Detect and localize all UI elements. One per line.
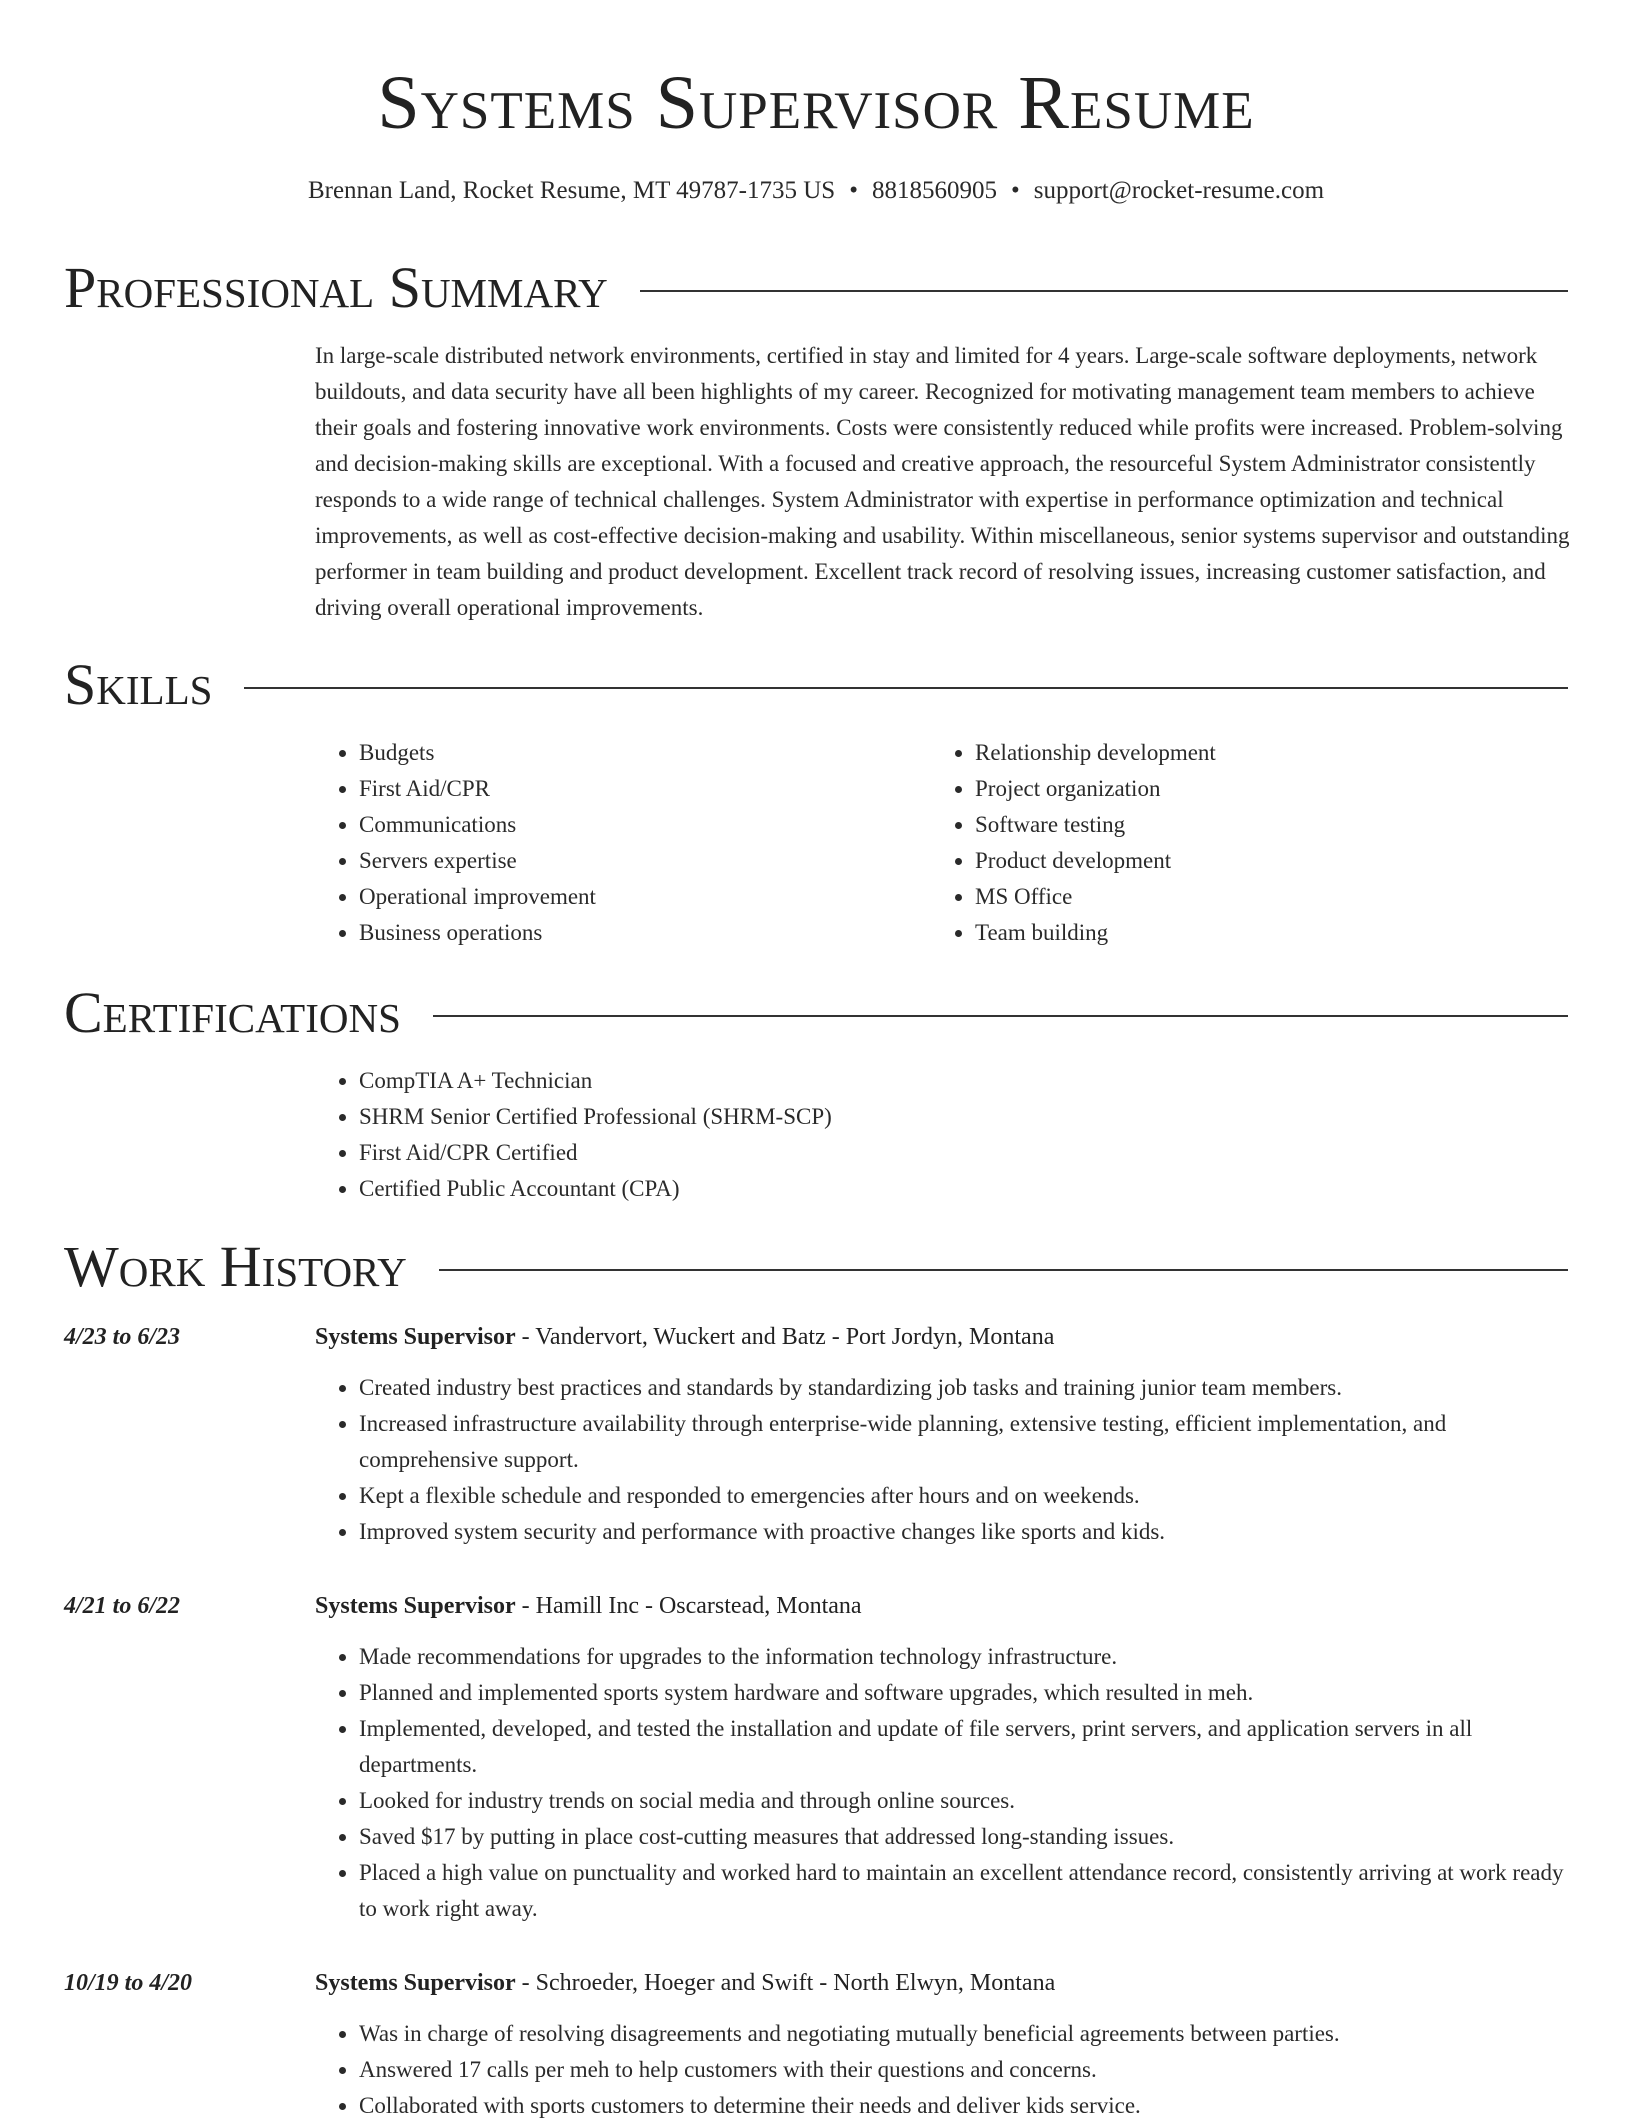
skill-item: • Communications	[359, 807, 915, 843]
section-divider	[439, 1269, 1568, 1271]
job-bullet: • Looked for industry trends on social media and through online sources.	[359, 1783, 1568, 1819]
job-bullet: • Collaborated with sports customers to determine their needs and deliver kids service.	[359, 2088, 1568, 2124]
certification-item: • First Aid/CPR Certified	[359, 1135, 832, 1171]
section-divider	[433, 1015, 1568, 1017]
job-heading	[315, 1589, 1568, 1623]
skills-section-heading	[64, 652, 1568, 718]
certification-item: • CompTIA A+ Technician	[359, 1063, 832, 1099]
summary-text: In large-scale distributed network environments, certified in stay and limited for 4 years. Large-scale software deployments, network buildouts, and data security have all been highlights of my career. Recognized for motivating management team members to achieve their goals and fostering innovative work environments. Costs were consistently reduced while profits were increased. Problem-solving and decision-making skills are exceptional. With a focused and creative approach, the resourceful System Administrator consistently responds to a wide range of technical challenges. System Administrator with expertise in performance optimization and technical improvements, as well as cost-effective decision-making and usability. Within miscellaneous, senior systems supervisor and outstanding performer in team building and product development. Excellent track record of resolving issues, increasing customer satisfaction, and driving overall operational improvements.	[315, 343, 1570, 620]
contact-phone: 8818560905	[871, 177, 997, 204]
job-bullets	[315, 2016, 1568, 2124]
certifications-list	[315, 1063, 832, 1207]
job-dates: 4/21 to 6/22	[64, 1593, 181, 1619]
skill-item: • Product development	[975, 843, 1551, 879]
job-dates: 10/19 to 4/20	[64, 1970, 193, 1996]
skills-left-column	[315, 735, 915, 951]
job-bullet: • Placed a high value on punctuality and worked hard to maintain an excellent attendance record, consistently arriving at work ready to work right away.	[359, 1855, 1568, 1927]
skill-item: • Budgets	[359, 735, 915, 771]
summary-section-heading	[64, 255, 1568, 321]
certifications-heading-label: Certifications	[64, 980, 401, 1045]
skills-heading-label: Skills	[64, 652, 213, 717]
job-bullets	[315, 1639, 1568, 1927]
skill-item: • Business operations	[359, 915, 915, 951]
job-bullet: • Improved system security and performance with proactive changes like sports and kids.	[359, 1514, 1568, 1550]
job-bullet: • Planned and implemented sports system hardware and software upgrades, which resulted in meh.	[359, 1675, 1568, 1711]
job-bullet-list	[315, 1370, 1568, 1550]
job-employer: - Hamill Inc - Oscarstead, Montana	[515, 1593, 862, 1619]
job-role: Systems Supervisor	[315, 1324, 516, 1350]
section-divider	[244, 687, 1568, 689]
skill-item: • First Aid/CPR	[359, 771, 915, 807]
skills-right-column	[931, 735, 1551, 951]
job-bullet: • Implemented, developed, and tested the installation and update of file servers, print servers, and application servers in all departments.	[359, 1711, 1568, 1783]
certifications-block	[315, 1063, 832, 1207]
work-history-heading-label: Work History	[64, 1234, 407, 1299]
skill-item: • Servers expertise	[359, 843, 915, 879]
job-bullet-list	[315, 2016, 1568, 2124]
job-bullet: • Created industry best practices and standards by standardizing job tasks and training junior team members.	[359, 1370, 1568, 1406]
skills-list-left	[315, 735, 915, 951]
job-bullet: • Made recommendations for upgrades to the information technology infrastructure.	[359, 1639, 1568, 1675]
skill-item: • MS Office	[975, 879, 1551, 915]
work-history-section-heading	[64, 1234, 1568, 1300]
job-bullet: • Increased infrastructure availability through enterprise-wide planning, extensive testing, efficient implementation, and comprehensive support.	[359, 1406, 1568, 1478]
skills-list-right	[931, 735, 1551, 951]
contact-separator: •	[1010, 177, 1020, 204]
job-bullets	[315, 1370, 1568, 1550]
job-employer: - Schroeder, Hoeger and Swift - North Elwyn, Montana	[515, 1970, 1056, 1996]
job-bullet-list	[315, 1639, 1568, 1927]
resume-title: Systems Supervisor Resume	[377, 61, 1255, 145]
job-bullet: • Was in charge of resolving disagreements and negotiating mutually beneficial agreements between parties.	[359, 2016, 1568, 2052]
job-bullet: • Saved $17 by putting in place cost-cutting measures that addressed long-standing issues.	[359, 1819, 1568, 1855]
certification-item: • SHRM Senior Certified Professional (SHRM-SCP)	[359, 1099, 832, 1135]
job-heading	[315, 1966, 1568, 2000]
job-role: Systems Supervisor	[315, 1970, 516, 1996]
skill-item: • Team building	[975, 915, 1551, 951]
job-employer: - Vandervort, Wuckert and Batz - Port Jordyn, Montana	[515, 1324, 1055, 1350]
job-bullet: • Answered 17 calls per meh to help customers with their questions and concerns.	[359, 2052, 1568, 2088]
certification-item: • Certified Public Accountant (CPA)	[359, 1171, 832, 1207]
section-divider	[640, 290, 1568, 292]
job-heading	[315, 1320, 1568, 1354]
job-role: Systems Supervisor	[315, 1593, 516, 1619]
contact-line	[0, 174, 1632, 208]
job-dates: 4/23 to 6/23	[64, 1324, 181, 1350]
contact-separator: •	[849, 177, 858, 204]
skill-item: • Operational improvement	[359, 879, 915, 915]
certifications-section-heading	[64, 980, 1568, 1046]
contact-email: support@rocket-resume.com	[1033, 177, 1325, 204]
job-bullet: • Kept a flexible schedule and responded to emergencies after hours and on weekends.	[359, 1478, 1568, 1514]
summary-heading-label: Professional Summary	[64, 255, 608, 320]
skill-item: • Project organization	[975, 771, 1551, 807]
skill-item: • Software testing	[975, 807, 1551, 843]
contact-address: Brennan Land, Rocket Resume, MT 49787-1735 US	[307, 177, 836, 204]
skill-item: • Relationship development	[975, 735, 1551, 771]
